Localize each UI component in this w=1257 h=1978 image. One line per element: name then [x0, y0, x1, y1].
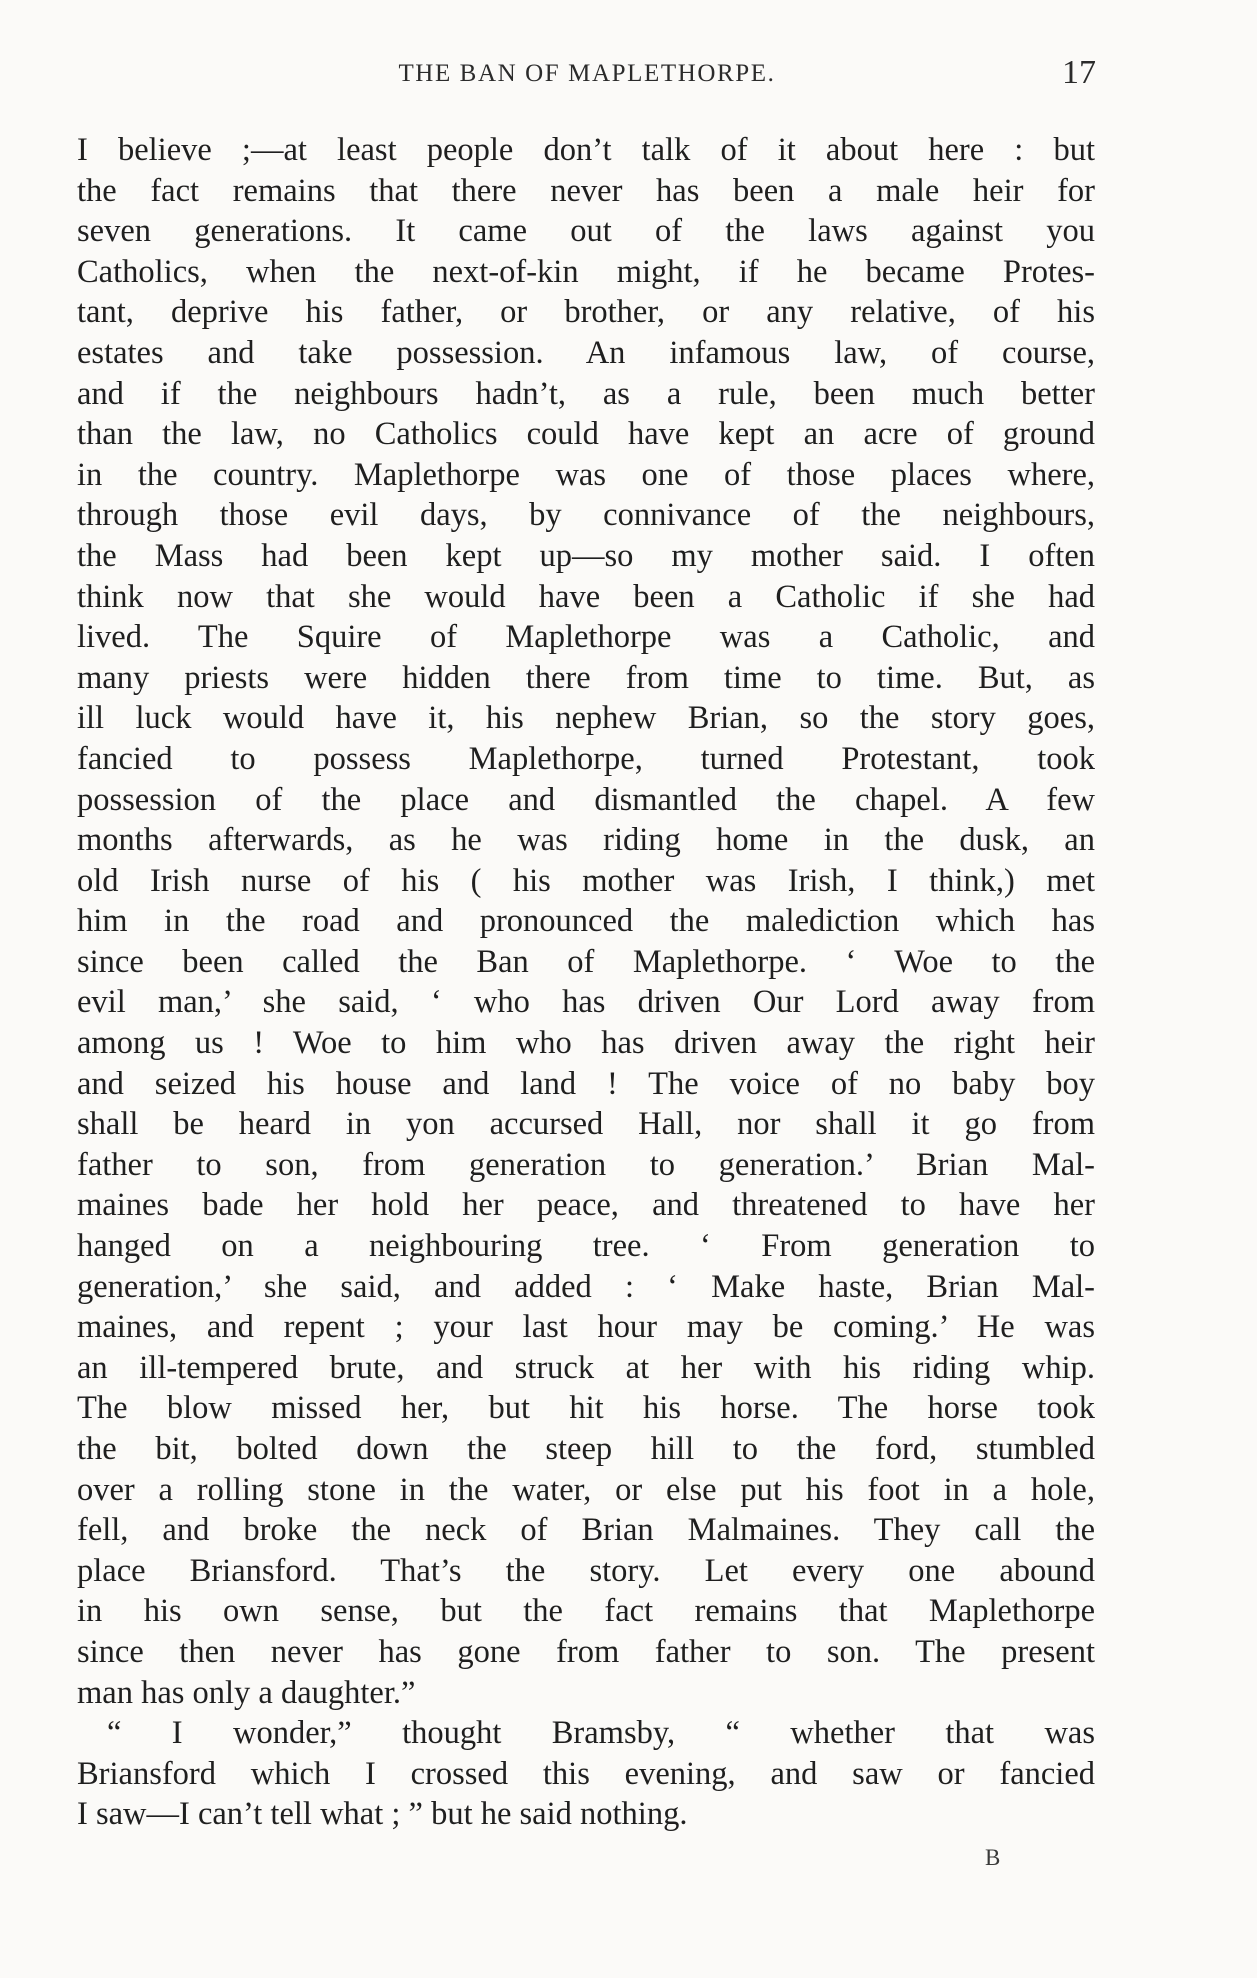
text-line: man has only a daughter.”	[77, 1674, 416, 1711]
text-line: The blow missed her, but hit his horse. The horse took	[77, 1390, 1095, 1427]
text-line: the Mass had been kept up—so my mother said. I often	[77, 537, 1095, 574]
text-line: fancied to possess Maplethorpe, turned Protestant, took	[77, 740, 1095, 777]
text-line: think now that she would have been a Catholic if she had	[77, 578, 1095, 615]
text-line: tant, deprive his father, or brother, or any relative, of his	[77, 294, 1095, 331]
text-line: through those evil days, by connivance of the neighbours,	[77, 497, 1095, 534]
text-line: Catholics, when the next-of-kin might, if he became Protes-	[77, 253, 1095, 290]
text-line: father to son, from generation to generation.’ Brian Mal-	[77, 1146, 1095, 1183]
text-line: ill luck would have it, his nephew Brian, so the story goes,	[77, 700, 1095, 737]
text-line: and if the neighbours hadn’t, as a rule, been much better	[77, 375, 1095, 412]
text-line: estates and take possession. An infamous law, of course,	[77, 334, 1095, 371]
text-line: possession of the place and dismantled the chapel. A few	[77, 781, 1095, 818]
text-line: hanged on a neighbouring tree. ‘ From generation to	[77, 1228, 1095, 1265]
text-line: since then never has gone from father to son. The present	[77, 1633, 1095, 1670]
text-line: an ill-tempered brute, and struck at her with his riding whip.	[77, 1349, 1095, 1386]
text-line: fell, and broke the neck of Brian Malmaines. They call the	[77, 1512, 1095, 1549]
text-line: maines, and repent ; your last hour may be coming.’ He was	[77, 1309, 1095, 1346]
text-line: seven generations. It came out of the laws against you	[77, 213, 1095, 250]
paragraph-1	[77, 130, 1095, 1713]
text-line: many priests were hidden there from time to time. But, as	[77, 659, 1095, 696]
signature-mark: B	[985, 1845, 1002, 1870]
text-line: evil man,’ she said, ‘ who has driven Our Lord away from	[77, 984, 1095, 1021]
running-head	[78, 54, 1096, 94]
paragraph-2	[77, 1713, 1095, 1835]
text-line: I saw—I can’t tell what ; ” but he said nothing.	[77, 1796, 688, 1833]
text-line: him in the road and pronounced the malediction which has	[77, 903, 1095, 940]
text-line: among us ! Woe to him who has driven away the right heir	[77, 1025, 1095, 1062]
text-line: in his own sense, but the fact remains that Maplethorpe	[77, 1593, 1095, 1630]
text-line: than the law, no Catholics could have kept an acre of ground	[77, 416, 1095, 453]
text-line: in the country. Maplethorpe was one of those places where,	[77, 456, 1095, 493]
text-line: since been called the Ban of Maplethorpe. ‘ Woe to the	[77, 943, 1095, 980]
text-line: shall be heard in yon accursed Hall, nor shall it go from	[77, 1106, 1095, 1143]
text-line: “ I wonder,” thought Bramsby, “ whether that was	[107, 1715, 1095, 1752]
text-line: I believe ;—at least people don’t talk of it about here : but	[77, 132, 1095, 168]
text-line: place Briansford. That’s the story. Let every one abound	[77, 1552, 1095, 1589]
text-line: over a rolling stone in the water, or else put his foot in a hole,	[77, 1471, 1095, 1508]
text-line: generation,’ she said, and added : ‘ Make haste, Brian Mal-	[77, 1268, 1095, 1305]
text-line: and seized his house and land ! The voice of no baby boy	[77, 1065, 1095, 1102]
text-line: maines bade her hold her peace, and threatened to have her	[77, 1187, 1095, 1224]
text-line: lived. The Squire of Maplethorpe was a Catholic, and	[77, 619, 1095, 656]
page-number: 17	[1062, 54, 1096, 91]
text-line: the bit, bolted down the steep hill to the ford, stumbled	[77, 1431, 1095, 1467]
running-title: THE BAN OF MAPLETHORPE.	[398, 60, 776, 87]
text-line: Briansford which I crossed this evening, and saw or fancied	[77, 1755, 1095, 1792]
body-text	[77, 130, 1095, 1835]
text-line: the fact remains that there never has been a male heir for	[77, 172, 1095, 209]
text-line: months afterwards, as he was riding home in the dusk, an	[77, 822, 1095, 859]
text-line: old Irish nurse of his ( his mother was Irish, I think,) met	[77, 862, 1095, 899]
